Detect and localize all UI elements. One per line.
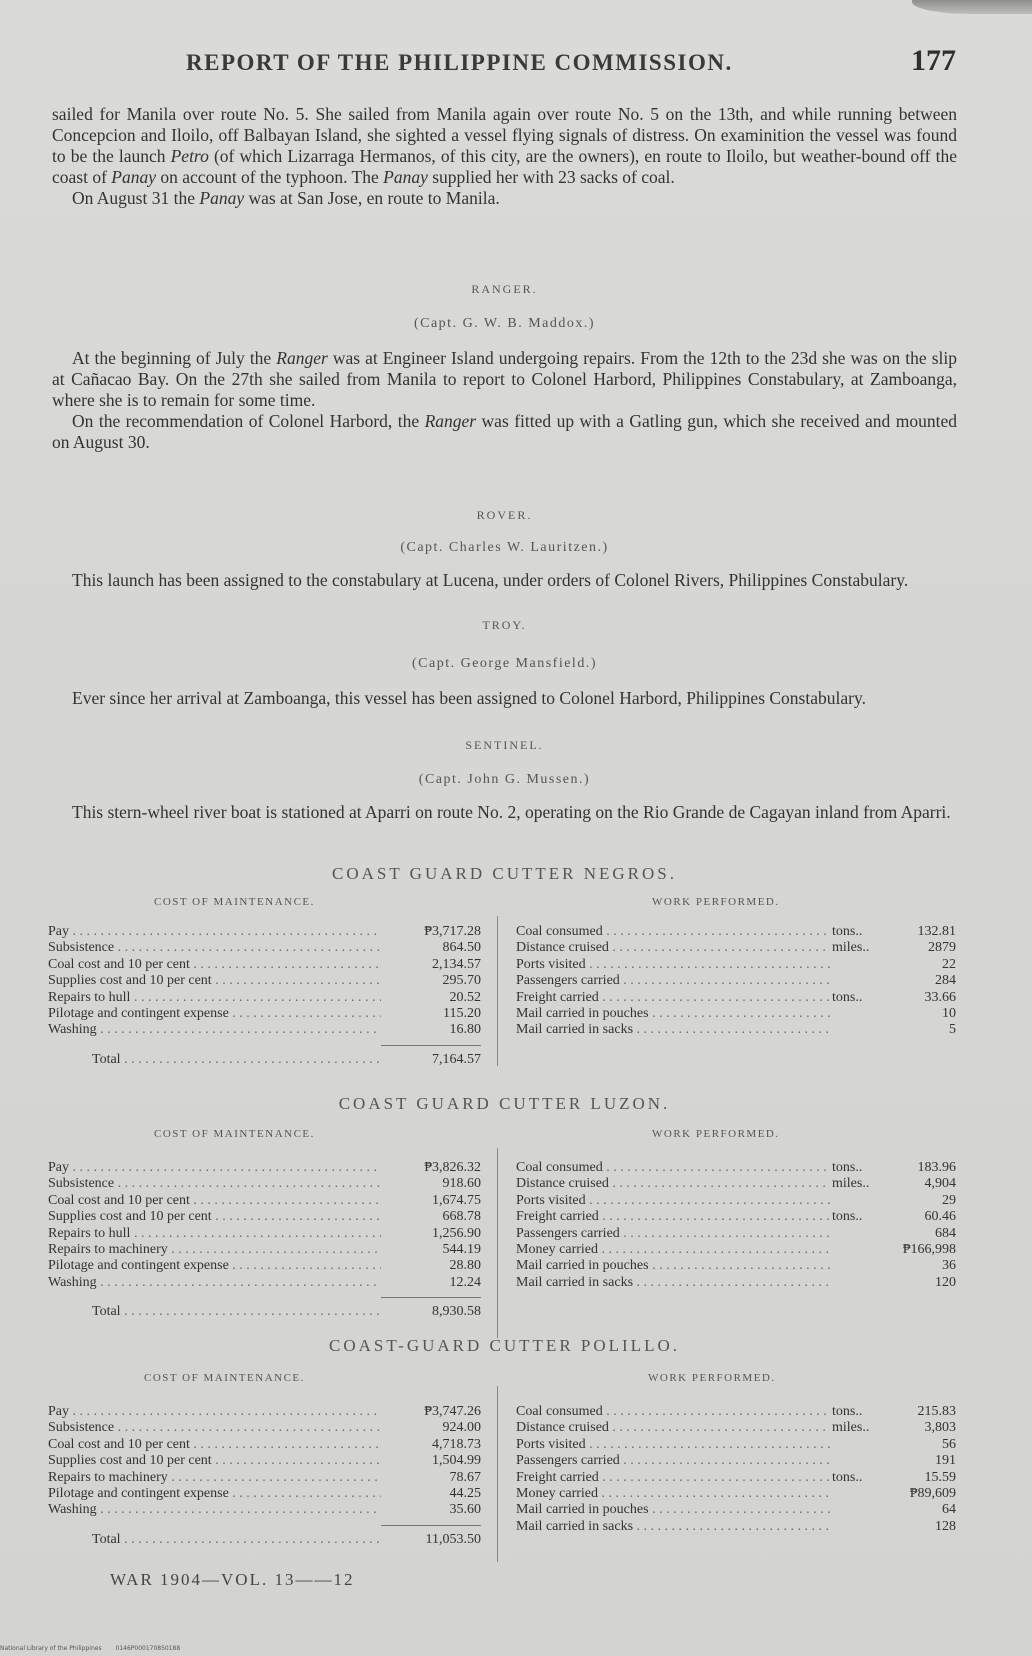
total-row — [48, 1304, 481, 1320]
cost-row — [48, 1176, 481, 1192]
work-label: Passengers carried . . . — [516, 1453, 830, 1469]
work-value: 36 — [942, 1258, 956, 1274]
work-unit — [830, 1275, 876, 1291]
cost-value: 12.24 — [449, 1274, 481, 1290]
work-value: 183.96 — [917, 1160, 956, 1175]
cost-value: 295.70 — [442, 973, 481, 989]
work-row — [516, 990, 956, 1006]
cost-row — [48, 1420, 481, 1436]
total-row — [48, 1532, 481, 1548]
cost-value: 1,256.90 — [432, 1225, 481, 1241]
cost-value: 1,674.75 — [432, 1192, 481, 1208]
cost-value: 44.25 — [449, 1485, 481, 1501]
cost-label: Repairs to machinery . . . — [48, 1242, 381, 1258]
cost-value: 864.50 — [442, 940, 481, 956]
total-label: Total . . . — [92, 1052, 381, 1068]
cost-row — [48, 990, 481, 1006]
cost-row — [48, 1242, 481, 1258]
work-unit: miles.. — [832, 940, 870, 956]
cost-row — [48, 957, 481, 973]
cost-value: 924.00 — [442, 1420, 481, 1436]
work-value: 120 — [935, 1274, 956, 1290]
negros-title: COAST GUARD CUTTER NEGROS. — [332, 864, 677, 883]
cost-label: Repairs to hull . . . — [48, 990, 381, 1006]
cost-label: Pilotage and contingent expense . . . — [48, 1258, 381, 1274]
troy-heading: TROY. — [482, 618, 527, 632]
work-unit — [830, 1437, 876, 1453]
work-row — [516, 924, 956, 940]
work-row — [516, 940, 956, 956]
cost-value: 28.80 — [449, 1258, 481, 1274]
work-label: Ports visited . . . — [516, 1437, 830, 1453]
cost-value: 35.60 — [449, 1502, 481, 1518]
work-unit — [830, 973, 876, 989]
work-row — [516, 1502, 956, 1518]
work-label: Money carried . . . — [516, 1486, 830, 1502]
cost-value: ₱3,826.32 — [424, 1160, 481, 1175]
total-rule — [381, 1045, 481, 1046]
work-value: 33.66 — [924, 989, 956, 1005]
cost-value: 2,134.57 — [432, 956, 481, 972]
cost-label: Coal cost and 10 per cent . . . — [48, 957, 381, 973]
cost-row — [48, 1470, 481, 1486]
work-label: Coal consumed . . . — [516, 1404, 830, 1420]
negros-work — [516, 924, 956, 1039]
polillo-table — [48, 1372, 960, 1558]
polillo-work-heading: WORK PERFORMED. — [648, 1372, 776, 1384]
cost-value: 16.80 — [449, 1022, 481, 1038]
sentinel-paragraph: This stern-wheel river boat is stationed at Aparri on route No. 2, operating on the Rio Grande de Cagayan inland from Aparri. — [72, 802, 951, 822]
rover-captain: (Capt. Charles W. Lauritzen.) — [400, 540, 609, 555]
cost-row — [48, 1193, 481, 1209]
work-label: Mail carried in pouches . . . — [516, 1258, 830, 1274]
cost-label: Supplies cost and 10 per cent . . . — [48, 1453, 381, 1469]
work-label: Coal consumed . . . — [516, 924, 830, 940]
work-value: 64 — [942, 1502, 956, 1518]
work-value: 10 — [942, 1005, 956, 1021]
cost-label: Coal cost and 10 per cent . . . — [48, 1193, 381, 1209]
total-label: Total . . . — [92, 1532, 381, 1548]
cost-row — [48, 1404, 481, 1420]
work-label: Distance cruised . . . — [516, 1176, 830, 1192]
cost-label: Washing . . . — [48, 1502, 381, 1518]
work-value: 22 — [942, 956, 956, 972]
cost-row — [48, 924, 481, 940]
cost-row — [48, 1022, 481, 1038]
work-row — [516, 1193, 956, 1209]
troy-paragraph: Ever since her arrival at Zamboanga, this vessel has been assigned to Colonel Harbord, Philippines Constabulary. — [72, 688, 866, 708]
work-unit — [830, 1502, 876, 1518]
work-row — [516, 1242, 956, 1258]
intro-paragraph-1: sailed for Manila over route No. 5. She sailed from Manila again over route No. 5 on the 13th, and while running between Concepcion and Iloilo, off Balbayan Island, she sighted a vessel flying signals of distress. On examinition the vessel was found to be the launch Petro (of which Lizarraga Hermanos, of this city, are the owners), en route to Iloilo, but weather-bound off the coast of Panay on account of the typhoon. The Panay supplied her with 23 sacks of coal. — [52, 104, 958, 187]
total-rule — [381, 1297, 481, 1298]
intro-paragraph-2: On August 31 the Panay was at San Jose, en route to Manila. — [72, 188, 500, 208]
work-label: Mail carried in sacks . . . — [516, 1519, 830, 1535]
work-unit — [830, 1258, 876, 1274]
work-label: Freight carried . . . — [516, 1209, 830, 1225]
cost-row — [48, 1275, 481, 1291]
cost-row — [48, 1486, 481, 1502]
cost-row — [48, 1437, 481, 1453]
ranger-section — [52, 348, 957, 453]
work-label: Ports visited . . . — [516, 1193, 830, 1209]
work-value: 3,803 — [924, 1420, 956, 1436]
work-row — [516, 1258, 956, 1274]
work-value: 5 — [949, 1022, 956, 1038]
work-unit — [830, 1006, 876, 1022]
polillo-cost-heading: COST OF MAINTENANCE. — [144, 1372, 305, 1384]
cost-label: Pay . . . — [48, 924, 381, 940]
work-label: Ports visited . . . — [516, 957, 830, 973]
total-value: 8,930.58 — [432, 1304, 481, 1320]
work-unit — [830, 1453, 876, 1469]
work-unit — [830, 1242, 876, 1258]
cost-row — [48, 940, 481, 956]
work-label: Coal consumed . . . — [516, 1160, 830, 1176]
rover-paragraph: This launch has been assigned to the constabulary at Lucena, under orders of Colonel Rivers, Philippines Constabulary. — [72, 570, 909, 590]
luzon-title: COAST GUARD CUTTER LUZON. — [338, 1094, 671, 1113]
work-row — [516, 1519, 956, 1535]
column-divider — [497, 916, 498, 1066]
work-value: 60.46 — [924, 1209, 956, 1225]
cost-value: 78.67 — [449, 1469, 481, 1485]
work-value: 56 — [942, 1436, 956, 1452]
signature-mark: WAR 1904—VOL. 13——12 — [110, 1570, 355, 1589]
intro-section — [52, 104, 957, 209]
cost-label: Subsistence . . . — [48, 940, 381, 956]
work-label: Passengers carried . . . — [516, 1226, 830, 1242]
cost-row — [48, 973, 481, 989]
work-label: Mail carried in pouches . . . — [516, 1502, 830, 1518]
work-row — [516, 1404, 956, 1420]
cost-label: Coal cost and 10 per cent . . . — [48, 1437, 381, 1453]
cost-row — [48, 1006, 481, 1022]
work-label: Mail carried in pouches . . . — [516, 1006, 830, 1022]
page-header — [186, 44, 956, 78]
cost-label: Washing . . . — [48, 1022, 381, 1038]
cost-value: 1,504.99 — [432, 1453, 481, 1469]
cost-row — [48, 1453, 481, 1469]
cost-label: Repairs to hull . . . — [48, 1226, 381, 1242]
cost-row — [48, 1209, 481, 1225]
work-value: 191 — [935, 1453, 956, 1469]
sentinel-captain: (Capt. John G. Mussen.) — [418, 772, 591, 787]
cost-label: Subsistence . . . — [48, 1420, 381, 1436]
work-label: Distance cruised . . . — [516, 940, 830, 956]
cost-value: 20.52 — [449, 989, 481, 1005]
work-unit — [830, 1022, 876, 1038]
work-unit — [830, 1486, 876, 1502]
cost-row — [48, 1258, 481, 1274]
work-value: 29 — [942, 1192, 956, 1208]
ranger-heading: RANGER. — [471, 282, 538, 296]
luzon-table — [48, 1128, 960, 1328]
work-row — [516, 1437, 956, 1453]
work-label: Freight carried . . . — [516, 1470, 830, 1486]
library-name: National Library of the Philippines — [0, 1645, 102, 1652]
work-unit — [830, 1519, 876, 1535]
polillo-title: COAST-GUARD CUTTER POLILLO. — [329, 1336, 680, 1355]
cost-value: 544.19 — [442, 1241, 481, 1257]
cost-label: Supplies cost and 10 per cent . . . — [48, 973, 381, 989]
total-value: 7,164.57 — [432, 1051, 481, 1067]
ranger-paragraph-1: At the beginning of July the Ranger was at Engineer Island undergoing repairs. From the 12th to the 23d she was on the slip at Cañacao Bay. On the 27th she sailed from Manila to report to Colonel Harbord, Philippines Constabulary, at Zamboanga, where she is to remain for some time. — [52, 348, 957, 410]
sentinel-heading: SENTINEL. — [465, 738, 544, 752]
total-label: Total . . . — [92, 1304, 381, 1320]
luzon-cost-heading: COST OF MAINTENANCE. — [154, 1128, 315, 1140]
total-value: 11,053.50 — [425, 1531, 481, 1547]
work-unit — [830, 1193, 876, 1209]
work-value: 215.83 — [917, 1404, 956, 1419]
troy-captain: (Capt. George Mansfield.) — [412, 656, 597, 671]
work-value: 684 — [935, 1225, 956, 1241]
work-row — [516, 1420, 956, 1436]
work-row — [516, 1022, 956, 1038]
work-unit: tons.. — [832, 1404, 863, 1419]
scan-code: 0146P000170850188 — [115, 1645, 181, 1652]
rover-section — [52, 570, 957, 591]
work-value: 284 — [935, 973, 956, 989]
sentinel-section — [52, 802, 957, 823]
page-number: 177 — [911, 44, 956, 77]
luzon-work — [516, 1160, 956, 1291]
work-unit — [830, 1226, 876, 1242]
work-value: ₱166,998 — [902, 1241, 956, 1257]
cost-value: 918.60 — [442, 1176, 481, 1192]
cost-label: Pay . . . — [48, 1160, 381, 1176]
work-label: Money carried . . . — [516, 1242, 830, 1258]
library-footer — [0, 1645, 192, 1652]
ranger-captain: (Capt. G. W. B. Maddox.) — [413, 316, 596, 331]
cost-value: 115.20 — [443, 1005, 481, 1021]
work-row — [516, 1006, 956, 1022]
work-row — [516, 1209, 956, 1225]
work-row — [516, 1176, 956, 1192]
negros-cost-heading: COST OF MAINTENANCE. — [154, 896, 315, 908]
work-row — [516, 1486, 956, 1502]
work-unit: miles.. — [832, 1176, 870, 1192]
polillo-costs — [48, 1404, 481, 1548]
cost-label: Subsistence . . . — [48, 1176, 381, 1192]
work-value: 128 — [935, 1518, 956, 1534]
work-row — [516, 1275, 956, 1291]
total-rule — [381, 1525, 481, 1526]
work-row — [516, 973, 956, 989]
work-label: Passengers carried . . . — [516, 973, 830, 989]
cost-value: ₱3,747.26 — [424, 1404, 481, 1419]
work-value: ₱89,609 — [909, 1485, 956, 1501]
total-row — [48, 1052, 481, 1068]
negros-costs — [48, 924, 481, 1068]
work-unit: miles.. — [832, 1420, 870, 1436]
cost-label: Pilotage and contingent expense . . . — [48, 1486, 381, 1502]
cost-row — [48, 1226, 481, 1242]
cost-label: Pilotage and contingent expense . . . — [48, 1006, 381, 1022]
work-unit: tons.. — [832, 989, 863, 1005]
work-value: 15.59 — [924, 1469, 956, 1485]
column-divider — [497, 1148, 498, 1338]
work-row — [516, 1453, 956, 1469]
cost-value: 4,718.73 — [432, 1436, 481, 1452]
negros-work-heading: WORK PERFORMED. — [652, 896, 780, 908]
work-row — [516, 1226, 956, 1242]
work-label: Mail carried in sacks . . . — [516, 1022, 830, 1038]
cost-label: Pay . . . — [48, 1404, 381, 1420]
column-divider — [497, 1386, 498, 1562]
running-title: REPORT OF THE PHILIPPINE COMMISSION. — [186, 50, 733, 75]
work-row — [516, 1470, 956, 1486]
work-unit: tons.. — [832, 924, 863, 939]
cost-label: Washing . . . — [48, 1275, 381, 1291]
luzon-work-heading: WORK PERFORMED. — [652, 1128, 780, 1140]
cost-label: Repairs to machinery . . . — [48, 1470, 381, 1486]
work-unit: tons.. — [832, 1469, 863, 1485]
cost-row — [48, 1160, 481, 1176]
cost-value: ₱3,717.28 — [424, 924, 481, 939]
ranger-paragraph-2: On the recommendation of Colonel Harbord, the Ranger was fitted up with a Gatling gun, which she received and mounted on August 30. — [52, 411, 957, 452]
work-unit: tons.. — [832, 1160, 863, 1175]
troy-section — [52, 688, 957, 709]
cost-row — [48, 1502, 481, 1518]
cost-value: 668.78 — [442, 1209, 481, 1225]
work-value: 4,904 — [924, 1176, 956, 1192]
work-unit: tons.. — [832, 1209, 863, 1225]
work-value: 132.81 — [917, 924, 956, 939]
polillo-work — [516, 1404, 956, 1535]
luzon-costs — [48, 1160, 481, 1321]
rover-heading: ROVER. — [476, 508, 533, 522]
work-value: 2879 — [928, 940, 956, 956]
negros-table — [48, 896, 960, 1082]
work-label: Mail carried in sacks . . . — [516, 1275, 830, 1291]
work-row — [516, 1160, 956, 1176]
cost-label: Supplies cost and 10 per cent . . . — [48, 1209, 381, 1225]
work-label: Freight carried . . . — [516, 990, 830, 1006]
work-row — [516, 957, 956, 973]
work-label: Distance cruised . . . — [516, 1420, 830, 1436]
page-corner-fold — [912, 0, 1032, 14]
work-unit — [830, 957, 876, 973]
